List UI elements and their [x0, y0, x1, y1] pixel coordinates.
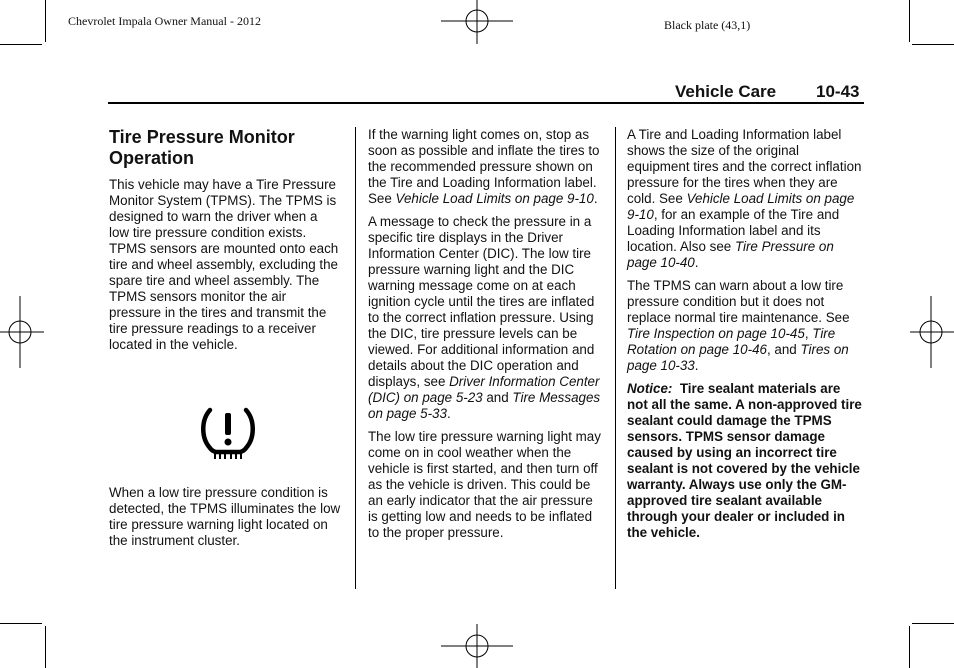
registration-mark-top: [441, 0, 513, 44]
paragraph: [627, 278, 864, 374]
cross-reference-link[interactable]: Tire Rotation on page 10‑46: [627, 326, 836, 357]
column-1: [109, 127, 341, 360]
crop-mark: [45, 0, 46, 42]
cross-reference-link[interactable]: Tire Inspection on page 10‑45: [627, 326, 805, 341]
paragraph: The low tire pressure warning light may come on in cool weather when the vehicle is first started, and then turn off as the vehicle is driven. This could be an early indicator that the air pressure is getting low and needs to be inflated to the proper pressure.: [368, 429, 601, 540]
paragraph: When a low tire pressure condition is detected, the TPMS illuminates the low tire pressure warning light located on the instrument cluster.: [109, 485, 341, 548]
text: The TPMS can warn about a low tire pressure condition but it does not replace normal tire maintenance. See: [627, 278, 850, 325]
text: .: [593, 191, 598, 206]
plate-label: Black plate (43,1): [664, 18, 751, 32]
paragraph: [368, 127, 604, 207]
text: , for an example of the Tire and Loading Information label and its location. Also see: [627, 207, 840, 254]
section-heading: Tire Pressure Monitor Operation: [109, 127, 295, 168]
column-3: [627, 127, 864, 548]
cross-reference-link[interactable]: Tires on page 10‑33: [627, 342, 849, 373]
text: If the warning light comes on, stop as soon as possible and inflate the tires to the recommended pressure shown on the Tire and Loading Information label. See: [368, 127, 600, 206]
crop-mark: [909, 626, 910, 668]
text: .: [446, 406, 451, 421]
text: and: [482, 390, 513, 405]
cross-reference-link[interactable]: Tire Messages on page 5‑33: [368, 390, 601, 421]
text: A Tire and Loading Information label shows the size of the original equipment tires and the correct inflation pressure for the tires when they are cold. See: [627, 127, 862, 206]
paragraph: [627, 127, 864, 271]
text: .: [694, 255, 699, 270]
cross-reference-link[interactable]: Vehicle Load Limits on page 9‑10: [627, 191, 855, 222]
text: .: [694, 358, 699, 373]
crop-mark: [912, 44, 954, 45]
paragraph: [368, 214, 604, 422]
crop-mark: [912, 623, 954, 624]
crop-mark: [45, 626, 46, 668]
manual-title: Chevrolet Impala Owner Manual - 2012: [68, 14, 261, 28]
tpms-warning-icon: [201, 406, 255, 465]
text: A message to check the pressure in a specific tire displays in the Driver Information Center (DIC). The low tire pressure warning light and the DIC warning message come on at each ignition cycle until the tires are inflated to the correct inflation pressure. Using the DIC, tire pressure levels can be viewed. For additional information and details about the DIC operation and displays, see: [368, 214, 595, 389]
column-2: [368, 127, 604, 548]
text: , and: [766, 342, 801, 357]
paragraph: This vehicle may have a Tire Pressure Monitor System (TPMS). The TPMS is designed to warn the driver when a low tire pressure condition exists. TPMS sensors are mounted onto each tire and wheel assembly, excluding the spare tire and wheel assembly. The TPMS sensors monitor the air pressure in the tires and transmit the tire pressure readings to a receiver located in the vehicle.: [109, 177, 339, 352]
page-number: 10-43: [816, 82, 860, 101]
text: ,: [804, 326, 813, 341]
notice-paragraph: [627, 381, 864, 541]
registration-mark-bottom: [441, 624, 513, 668]
column-divider: [615, 127, 616, 589]
header-rule: [108, 102, 864, 104]
crop-mark: [909, 0, 910, 42]
registration-mark-right: [910, 296, 954, 368]
column-divider: [355, 127, 356, 589]
cross-reference-link[interactable]: Driver Information Center (DIC) on page 5‑23: [368, 374, 600, 405]
section-title: Vehicle Care: [675, 82, 777, 101]
registration-mark-left: [0, 296, 44, 368]
crop-mark: [0, 44, 42, 45]
cross-reference-link[interactable]: Vehicle Load Limits on page 9‑10: [395, 191, 594, 206]
crop-mark: [0, 623, 42, 624]
notice-label: Notice:: [627, 381, 673, 396]
cross-reference-link[interactable]: Tire Pressure on page 10‑40: [627, 239, 834, 270]
notice-text: Tire sealant materials are not all the same. A non-approved tire sealant could damage the TPMS sensors. TPMS sensor damage caused by using an incorrect tire sealant is not covered by the vehicle warranty. Always use only the GM-approved tire sealant available through your dealer or included in the vehicle.: [627, 381, 866, 540]
